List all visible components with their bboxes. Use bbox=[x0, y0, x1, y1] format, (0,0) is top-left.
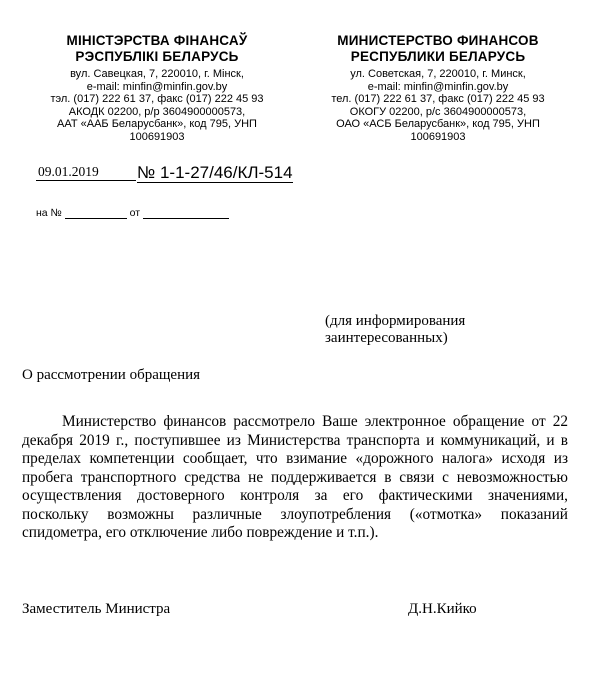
addressee: (для информирования заинтересованных) bbox=[325, 313, 466, 346]
org-name-be-line2: РЭСПУБЛІКІ БЕЛАРУСЬ bbox=[75, 48, 239, 64]
signatory-position: Заместитель Министра bbox=[22, 601, 171, 617]
body-paragraph: Министерство финансов рассмотрело Ваше электронное обращение от 22 декабря 2019 г., поступившее из Министерства транспорта и коммуникаций, и в пределах компетенции сообщает, что взимание «дорожного налога» исходя из пробега транспортного средства не поддерживается в связи с невозможностью осуществления достоверного контроля за его фактическими значениями, поскольку возможны различные злоупотребления («отмотка» показаний спидометра, его отключение либо повреждение и т.п.). bbox=[22, 413, 568, 541]
unp-ru: 100691903 bbox=[410, 130, 466, 143]
registration-number-line bbox=[137, 162, 297, 183]
reference-prefix: на № bbox=[36, 207, 62, 219]
org-name-ru-line2: РЕСПУБЛИКИ БЕЛАРУСЬ bbox=[350, 48, 526, 64]
email-ru: e-mail: minfin@minfin.gov.by bbox=[367, 80, 509, 93]
address-ru: ул. Советская, 7, 220010, г. Минск, bbox=[350, 68, 526, 80]
letter-subject: О рассмотрении обращения bbox=[22, 367, 201, 383]
signatory-name: Д.Н.Кийко bbox=[408, 601, 477, 617]
bank-ru: ОАО «АСБ Беларусбанк», код 795, УНП bbox=[336, 118, 540, 131]
phones-ru: тел. (017) 222 61 37, факс (017) 222 45 93 bbox=[331, 93, 545, 106]
registration-number: № 1-1-27/46/КЛ-514 bbox=[137, 163, 293, 182]
letter-body bbox=[22, 413, 568, 543]
registration-date: 09.01.2019 bbox=[36, 164, 136, 181]
reference-line bbox=[36, 207, 229, 219]
letterhead-left bbox=[22, 33, 292, 144]
unp-be: 100691903 bbox=[129, 130, 185, 143]
email-be: e-mail: minfin@minfin.gov.by bbox=[86, 80, 228, 93]
codes-ru: ОКОГУ 02200, р/с 3604900000573, bbox=[349, 105, 527, 118]
org-name-be-line1: МІНІСТЭРСТВА ФІНАНСАЎ bbox=[66, 33, 248, 48]
address-be: вул. Савецкая, 7, 220010, г. Мінск, bbox=[70, 68, 244, 80]
reference-number-blank bbox=[65, 208, 127, 219]
phones-be: тэл. (017) 222 61 37, факс (017) 222 45 93 bbox=[50, 93, 264, 106]
reference-from-label: от bbox=[129, 207, 141, 219]
codes-be: АКОДК 02200, р/р 3604900000573, bbox=[68, 105, 246, 118]
org-name-ru-line1: МИНИСТЕРСТВО ФИНАНСОВ bbox=[337, 33, 539, 48]
letterhead-right bbox=[298, 33, 578, 144]
org-name-ru bbox=[298, 33, 578, 64]
reference-date-blank bbox=[143, 208, 229, 219]
bank-be: ААТ «ААБ Беларусбанк», код 795, УНП bbox=[57, 118, 257, 131]
org-name-be bbox=[22, 33, 292, 64]
registration-date-line bbox=[36, 164, 136, 181]
